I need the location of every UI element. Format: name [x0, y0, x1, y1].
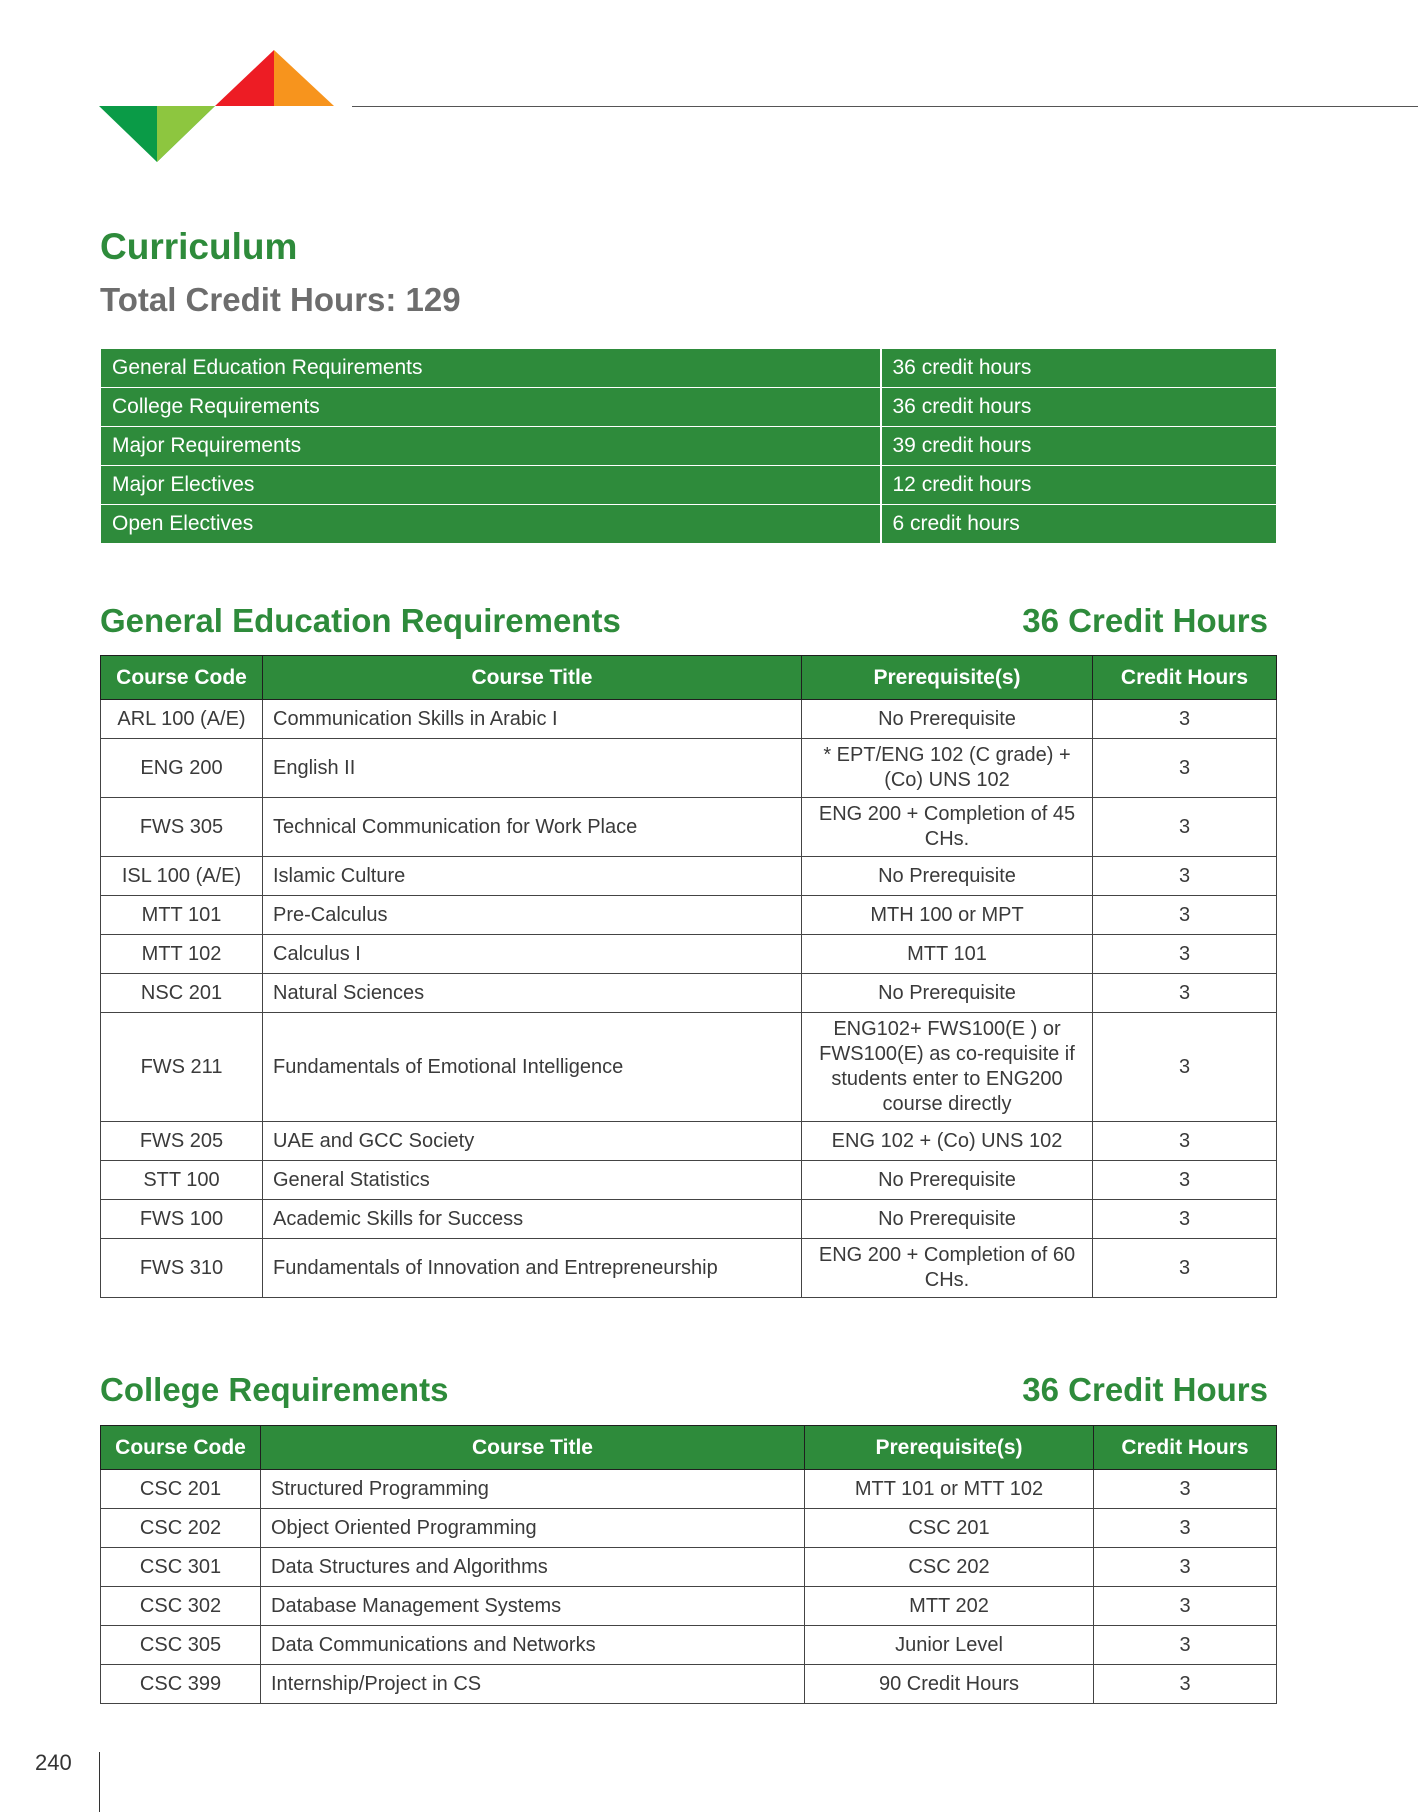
credit-hours: 3: [1093, 798, 1277, 857]
summary-value: 12 credit hours: [881, 466, 1277, 505]
prerequisite: No Prerequisite: [802, 974, 1093, 1013]
credit-hours: 3: [1093, 1161, 1277, 1200]
column-header: Credit Hours: [1093, 656, 1277, 700]
course-code: FWS 211: [101, 1013, 263, 1122]
prerequisite: MTH 100 or MPT: [802, 896, 1093, 935]
credit-hours: 3: [1094, 1509, 1277, 1548]
summary-row: [101, 349, 1277, 388]
credit-hours: 3: [1093, 739, 1277, 798]
credit-hours: 3: [1093, 974, 1277, 1013]
course-code: FWS 305: [101, 798, 263, 857]
table-row: [101, 935, 1277, 974]
course-title: English II: [263, 739, 802, 798]
prerequisite: MTT 101 or MTT 102: [805, 1470, 1094, 1509]
prerequisite: Junior Level: [805, 1626, 1094, 1665]
prerequisite: No Prerequisite: [802, 1200, 1093, 1239]
course-code: NSC 201: [101, 974, 263, 1013]
summary-row: [101, 466, 1277, 505]
table-row: [101, 1239, 1277, 1298]
prerequisite: No Prerequisite: [802, 700, 1093, 739]
course-title: Data Communications and Networks: [261, 1626, 805, 1665]
credit-hours: 3: [1093, 1013, 1277, 1122]
credit-hours: 3: [1094, 1587, 1277, 1626]
summary-row: [101, 505, 1277, 544]
summary-row: [101, 388, 1277, 427]
course-title: Natural Sciences: [263, 974, 802, 1013]
course-code: CSC 202: [101, 1509, 261, 1548]
course-title: Fundamentals of Innovation and Entrepreneurship: [263, 1239, 802, 1298]
course-code: MTT 101: [101, 896, 263, 935]
summary-label: General Education Requirements: [101, 349, 881, 388]
table-row: [101, 1013, 1277, 1122]
prerequisite: No Prerequisite: [802, 857, 1093, 896]
column-header: Credit Hours: [1094, 1426, 1277, 1470]
prerequisite: ENG 200 + Completion of 45 CHs.: [802, 798, 1093, 857]
summary-value: 36 credit hours: [881, 388, 1277, 427]
credit-hours: 3: [1093, 857, 1277, 896]
total-credit-hours: Total Credit Hours: 129: [100, 281, 461, 318]
credit-hours: 3: [1093, 896, 1277, 935]
column-header: Course Title: [261, 1426, 805, 1470]
course-title: Communication Skills in Arabic I: [263, 700, 802, 739]
table-row: [101, 1200, 1277, 1239]
course-code: FWS 205: [101, 1122, 263, 1161]
course-code: CSC 399: [101, 1665, 261, 1704]
table-row: [101, 857, 1277, 896]
credit-hours: 3: [1093, 1122, 1277, 1161]
course-title: Calculus I: [263, 935, 802, 974]
college-table: [100, 1425, 1277, 1704]
course-title: Structured Programming: [261, 1470, 805, 1509]
course-title: UAE and GCC Society: [263, 1122, 802, 1161]
prerequisite: MTT 101: [802, 935, 1093, 974]
summary-table: [100, 348, 1277, 544]
college-section-header: [100, 1373, 1268, 1406]
table-row: [101, 1626, 1277, 1665]
course-code: ISL 100 (A/E): [101, 857, 263, 896]
credit-hours: 3: [1093, 700, 1277, 739]
course-code: ARL 100 (A/E): [101, 700, 263, 739]
page-number-rule: [99, 1752, 100, 1812]
summary-label: Major Electives: [101, 466, 881, 505]
column-header: Prerequisite(s): [805, 1426, 1094, 1470]
credit-hours: 3: [1093, 1200, 1277, 1239]
course-code: FWS 310: [101, 1239, 263, 1298]
table-row: [101, 1161, 1277, 1200]
header-row: [101, 1426, 1277, 1470]
column-header: Course Code: [101, 1426, 261, 1470]
course-title: Fundamentals of Emotional Intelligence: [263, 1013, 802, 1122]
college-credit-hours: 36 Credit Hours: [1022, 1371, 1268, 1408]
course-title: Internship/Project in CS: [261, 1665, 805, 1704]
table-row: [101, 896, 1277, 935]
header-row: [101, 656, 1277, 700]
table-row: [101, 1470, 1277, 1509]
course-title: Academic Skills for Success: [263, 1200, 802, 1239]
prerequisite: CSC 201: [805, 1509, 1094, 1548]
table-row: [101, 700, 1277, 739]
prerequisite: * EPT/ENG 102 (C grade) + (Co) UNS 102: [802, 739, 1093, 798]
summary-label: Major Requirements: [101, 427, 881, 466]
column-header: Course Code: [101, 656, 263, 700]
summary-value: 6 credit hours: [881, 505, 1277, 544]
course-code: CSC 301: [101, 1548, 261, 1587]
table-row: [101, 798, 1277, 857]
prerequisite: ENG 102 + (Co) UNS 102: [802, 1122, 1093, 1161]
credit-hours: 3: [1093, 935, 1277, 974]
table-row: [101, 1665, 1277, 1704]
course-code: MTT 102: [101, 935, 263, 974]
prerequisite: CSC 202: [805, 1548, 1094, 1587]
table-row: [101, 974, 1277, 1013]
summary-value: 39 credit hours: [881, 427, 1277, 466]
table-row: [101, 1587, 1277, 1626]
prerequisite: 90 Credit Hours: [805, 1665, 1094, 1704]
college-title: College Requirements: [100, 1371, 449, 1408]
gen-ed-title: General Education Requirements: [100, 602, 621, 639]
credit-hours: 3: [1093, 1239, 1277, 1298]
prerequisite: No Prerequisite: [802, 1161, 1093, 1200]
credit-hours: 3: [1094, 1665, 1277, 1704]
course-title: Object Oriented Programming: [261, 1509, 805, 1548]
course-title: Database Management Systems: [261, 1587, 805, 1626]
course-code: STT 100: [101, 1161, 263, 1200]
gen-ed-table: [100, 655, 1277, 1298]
course-code: CSC 201: [101, 1470, 261, 1509]
course-title: Pre-Calculus: [263, 896, 802, 935]
gen-ed-credit-hours: 36 Credit Hours: [1022, 602, 1268, 639]
prerequisite: MTT 202: [805, 1587, 1094, 1626]
gen-ed-section-header: [100, 604, 1268, 637]
table-row: [101, 1509, 1277, 1548]
page-title: Curriculum: [100, 226, 298, 267]
logo-triangles: [99, 50, 334, 162]
credit-hours: 3: [1094, 1548, 1277, 1587]
header-rule: [352, 106, 1418, 107]
course-code: CSC 302: [101, 1587, 261, 1626]
summary-label: Open Electives: [101, 505, 881, 544]
table-row: [101, 1122, 1277, 1161]
table-row: [101, 739, 1277, 798]
summary-label: College Requirements: [101, 388, 881, 427]
column-header: Course Title: [263, 656, 802, 700]
course-code: FWS 100: [101, 1200, 263, 1239]
course-title: Data Structures and Algorithms: [261, 1548, 805, 1587]
page-number: 240: [35, 1750, 72, 1775]
prerequisite: ENG 200 + Completion of 60 CHs.: [802, 1239, 1093, 1298]
credit-hours: 3: [1094, 1626, 1277, 1665]
course-code: CSC 305: [101, 1626, 261, 1665]
prerequisite: ENG102+ FWS100(E ) or FWS100(E) as co-requisite if students enter to ENG200 course directly: [802, 1013, 1093, 1122]
course-title: Islamic Culture: [263, 857, 802, 896]
credit-hours: 3: [1094, 1470, 1277, 1509]
course-code: ENG 200: [101, 739, 263, 798]
summary-row: [101, 427, 1277, 466]
course-title: Technical Communication for Work Place: [263, 798, 802, 857]
table-row: [101, 1548, 1277, 1587]
column-header: Prerequisite(s): [802, 656, 1093, 700]
course-title: General Statistics: [263, 1161, 802, 1200]
summary-value: 36 credit hours: [881, 349, 1277, 388]
